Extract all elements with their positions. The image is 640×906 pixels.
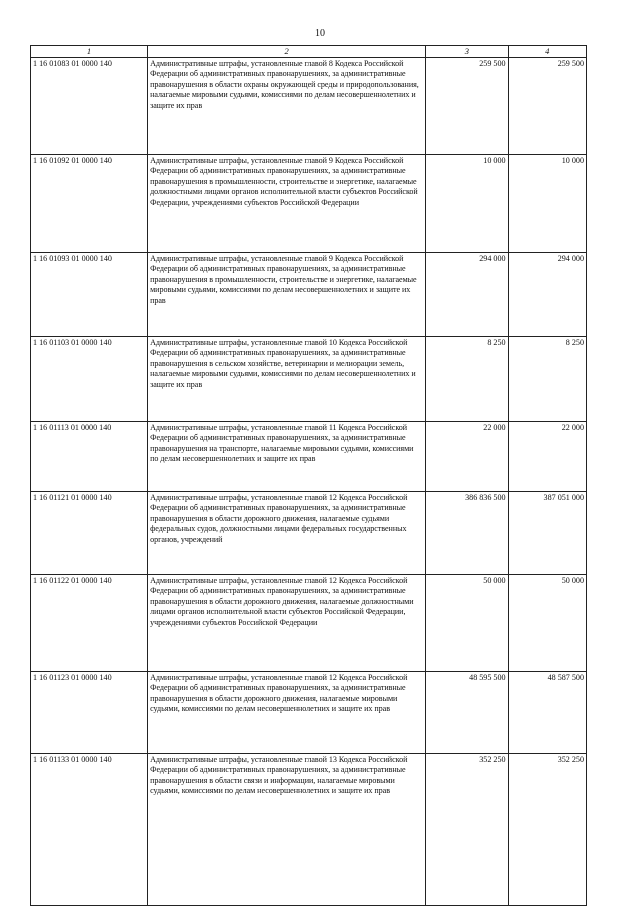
row-value-col3: 50 000 [426, 574, 508, 671]
table-row [31, 491, 587, 574]
row-code: 1 16 01121 01 0000 140 [31, 491, 148, 574]
row-description: Административные штрафы, установленные главой 12 Кодекса Российской Федерации об административных правонарушениях, за административные правонарушения в области дорожного движения, налагаемые мировыми судьями, комиссиями по делам несовершеннолетних и защите их прав [148, 671, 426, 753]
row-description: Административные штрафы, установленные главой 12 Кодекса Российской Федерации об административных правонарушениях, за административные правонарушения в области дорожного движения, налагаемые судьями федеральных судов, должностными лицами федеральных государственных органов, учреждений [148, 491, 426, 574]
row-code: 1 16 01083 01 0000 140 [31, 57, 148, 154]
row-description: Административные штрафы, установленные главой 12 Кодекса Российской Федерации об административных правонарушениях, за административные правонарушения в области дорожного движения, налагаемые должностными лицами органов исполнительной власти субъектов Российской Федерации, учреждениями субъектов Российской Федерации [148, 574, 426, 671]
row-value-col4: 294 000 [508, 252, 586, 336]
revenue-table [30, 45, 587, 906]
row-value-col3: 386 836 500 [426, 491, 508, 574]
row-value-col4: 8 250 [508, 336, 586, 421]
row-value-col3: 22 000 [426, 421, 508, 491]
row-description: Административные штрафы, установленные главой 9 Кодекса Российской Федерации об административных правонарушениях, за административные правонарушения в промышленности, строительстве и энергетике, налагаемые мировыми судьями, комиссиями по делам несовершеннолетних и защите их прав [148, 252, 426, 336]
row-value-col3: 294 000 [426, 252, 508, 336]
table-row [31, 753, 587, 905]
row-value-col3: 352 250 [426, 753, 508, 905]
row-code: 1 16 01133 01 0000 140 [31, 753, 148, 905]
row-value-col3: 48 595 500 [426, 671, 508, 753]
row-description: Административные штрафы, установленные главой 11 Кодекса Российской Федерации об административных правонарушениях, за административные правонарушения на транспорте, налагаемые мировыми судьями, комиссиями по делам несовершеннолетних и защите их прав [148, 421, 426, 491]
table-row [31, 252, 587, 336]
row-value-col3: 259 500 [426, 57, 508, 154]
row-value-col4: 387 051 000 [508, 491, 586, 574]
row-code: 1 16 01103 01 0000 140 [31, 336, 148, 421]
row-value-col4: 50 000 [508, 574, 586, 671]
row-value-col4: 10 000 [508, 154, 586, 252]
row-value-col4: 48 587 500 [508, 671, 586, 753]
row-description: Административные штрафы, установленные главой 8 Кодекса Российской Федерации об административных правонарушениях, за административные правонарушения в области охраны окружающей среды и природопользования, налагаемые мировыми судьями, комиссиями по делам несовершеннолетних и защите их прав [148, 57, 426, 154]
row-code: 1 16 01093 01 0000 140 [31, 252, 148, 336]
row-code: 1 16 01113 01 0000 140 [31, 421, 148, 491]
row-value-col4: 352 250 [508, 753, 586, 905]
page-number: 10 [315, 28, 325, 39]
table-header-row [31, 46, 587, 58]
column-header-4: 4 [508, 46, 586, 58]
row-code: 1 16 01122 01 0000 140 [31, 574, 148, 671]
row-description: Административные штрафы, установленные главой 9 Кодекса Российской Федерации об административных правонарушениях, за административные правонарушения в промышленности, строительстве и энергетике, налагаемые должностными лицами органов исполнительной власти субъектов Российской Федерации, учреждениями субъектов Российской Федерации [148, 154, 426, 252]
row-value-col3: 8 250 [426, 336, 508, 421]
row-code: 1 16 01123 01 0000 140 [31, 671, 148, 753]
table-row [31, 421, 587, 491]
row-description: Административные штрафы, установленные главой 10 Кодекса Российской Федерации об административных правонарушениях, за административные правонарушения в сельском хозяйстве, ветеринарии и мелиорации земель, налагаемые мировыми судьями, комиссиями по делам несовершеннолетних и защите их прав [148, 336, 426, 421]
table-row [31, 671, 587, 753]
column-header-1: 1 [31, 46, 148, 58]
row-value-col4: 22 000 [508, 421, 586, 491]
column-header-2: 2 [148, 46, 426, 58]
table-row [31, 57, 587, 154]
row-value-col3: 10 000 [426, 154, 508, 252]
table-row [31, 336, 587, 421]
column-header-3: 3 [426, 46, 508, 58]
table-row [31, 574, 587, 671]
table-row [31, 154, 587, 252]
row-code: 1 16 01092 01 0000 140 [31, 154, 148, 252]
row-description: Административные штрафы, установленные главой 13 Кодекса Российской Федерации об административных правонарушениях, за административные правонарушения в области связи и информации, налагаемые мировыми судьями, комиссиями по делам несовершеннолетних и защите их прав [148, 753, 426, 905]
row-value-col4: 259 500 [508, 57, 586, 154]
